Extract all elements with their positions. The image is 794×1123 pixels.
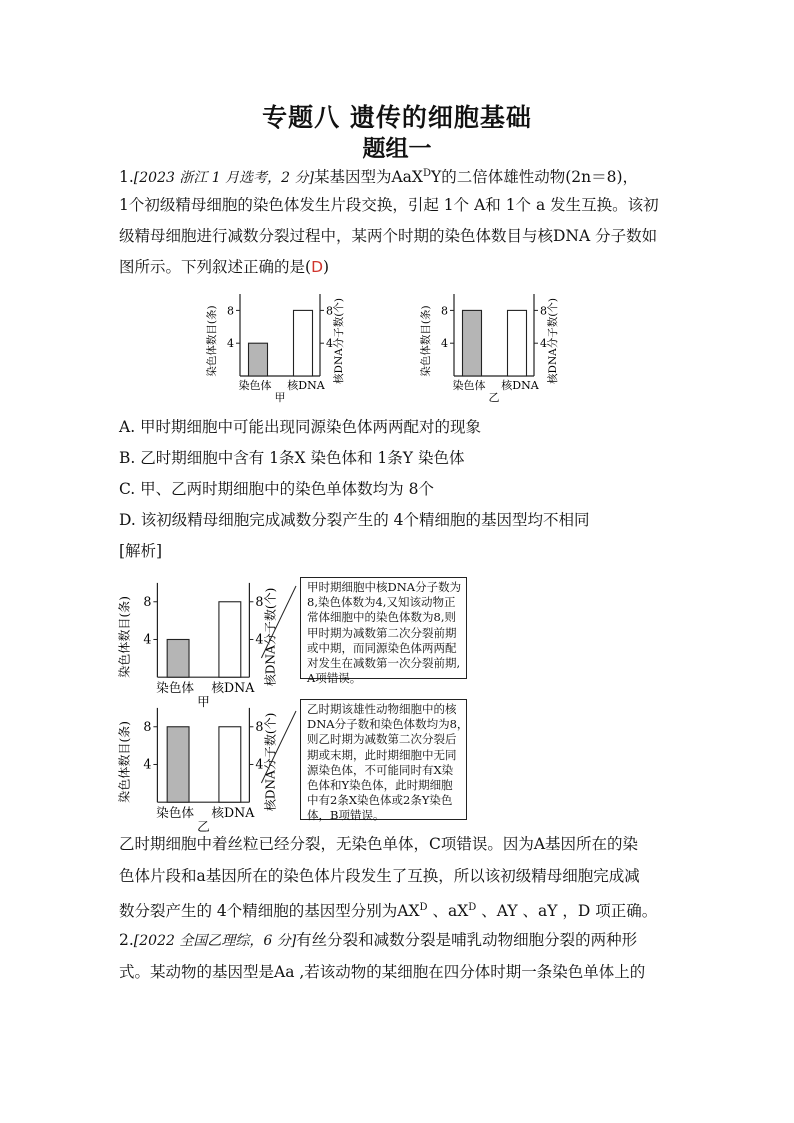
tick-label-left: 8 [441, 304, 448, 318]
tick-label-right: 8 [255, 593, 264, 609]
bar-0 [249, 343, 268, 376]
bar-1 [294, 310, 313, 376]
chart-name: 甲 [274, 391, 286, 404]
chart-name: 乙 [197, 818, 210, 834]
chart-name: 甲 [197, 693, 210, 709]
tick-label-right: 8 [326, 304, 333, 318]
option-c: C. 甲、乙两时期细胞中的染色单体数均为 8个 [119, 480, 434, 498]
ylabel-right: 核DNA分子数(个) [263, 712, 278, 812]
tick-label-right: 8 [540, 304, 547, 318]
tick-label-left: 4 [227, 337, 234, 351]
q1-genotype: AaX$^D$Y [391, 168, 442, 186]
q2-source: [2022 全国乙理综，6 分] [133, 933, 297, 949]
category-label: 核DNA [501, 379, 539, 392]
chart-yi-analysis [116, 701, 296, 834]
tick-label-right: 8 [255, 718, 264, 734]
tick-label-left: 4 [441, 337, 448, 351]
ylabel-left: 染色体数目(条) [420, 305, 432, 377]
category-label: 核DNA [287, 379, 325, 392]
category-label: 染色体 [156, 805, 195, 821]
callout-yi: 乙时期该雄性动物细胞中的核 DNA分子数和染色体数均为8， 则乙时期为减数第二次分裂后 期或末期，此时期细胞中无同 源染色体，不可能同时有X染 色体和Y染色体，此时期细胞 中有2条X染色体或2条Y染色 体，B项错误。 [300, 699, 467, 820]
chart-name: 乙 [488, 391, 500, 404]
chart-jia-analysis [116, 576, 296, 709]
page-title: 专题八 遗传的细胞基础 [262, 103, 532, 132]
category-label: 染色体 [156, 680, 195, 696]
bar-0 [167, 727, 189, 802]
ylabel-right: 核DNA分子数(个) [333, 298, 345, 384]
bar-0 [463, 310, 482, 376]
q2-line-1: 2.[2022 全国乙理综，6 分]有丝分裂和减数分裂是哺乳动物细胞分裂的两种形 [119, 931, 638, 949]
bar-1 [219, 727, 241, 802]
q1-line-3: 级精母细胞进行减数分裂过程中，某两个时期的染色体数目与核DNA 分子数如 [119, 227, 658, 245]
tick-label-right: 4 [540, 337, 547, 351]
option-a: A. 甲时期细胞中可能出现同源染色体两两配对的现象 [119, 418, 482, 436]
bar-0 [167, 639, 189, 677]
analysis-para-3: 数分裂产生的 4个精细胞的基因型分别为$AX^D$ 、$aX^D$ 、AY 、aY ，D 项正确。 [119, 902, 658, 920]
ylabel-left: 染色体数目(条) [117, 596, 132, 678]
option-d: D. 该初级精母细胞完成减数分裂产生的 4个精细胞的基因型均不相同 [119, 511, 590, 529]
ylabel-right: 核DNA分子数(个) [263, 587, 278, 687]
q2-number: 2. [119, 931, 134, 949]
category-label: 核DNA [211, 680, 255, 696]
tick-label-left: 8 [143, 593, 152, 609]
option-b: B. 乙时期细胞中含有 1条X 染色体和 1条Y 染色体 [119, 449, 465, 467]
ylabel-left: 染色体数目(条) [206, 305, 218, 377]
chart-jia-top [204, 288, 354, 404]
tick-label-right: 4 [326, 337, 333, 351]
callout-jia: 甲时期细胞中核DNA分子数为 8,染色体数为4,又知该动物正 常体细胞中的染色体数为8,则 甲时期为减数第二次分裂前期 或中期，而同源染色体两两配 对发生在减数第一次分裂前期, A项错误。 [300, 577, 467, 679]
tick-label-left: 4 [143, 756, 152, 772]
category-label: 染色体 [452, 379, 486, 392]
q1-line-2: 1个初级精母细胞的染色体发生片段交换，引起 1个 A和 1个 a 发生互换。该初 [119, 196, 659, 214]
analysis-para-2: 色体片段和a基因所在的染色体片段发生了互换，所以该初级精母细胞完成减 [119, 867, 640, 885]
tick-label-right: 4 [255, 756, 264, 772]
chart-yi-top [418, 288, 568, 404]
q1-line-1: 1.[2023 浙江 1 月选考，2 分]某基因型为AaX$^D$Y的二倍体雄性动物(2n＝8)， [119, 168, 639, 186]
section-subtitle: 题组一 [362, 136, 432, 162]
analysis-label: [解析] [119, 542, 163, 560]
ylabel-right: 核DNA分子数(个) [547, 298, 559, 384]
bar-1 [508, 310, 527, 376]
q1-number: 1. [119, 168, 134, 186]
tick-label-left: 8 [143, 718, 152, 734]
q1-source: [2023 浙江 1 月选考，2 分] [133, 170, 314, 186]
category-label: 染色体 [238, 379, 272, 392]
q1-answer: D [311, 258, 323, 276]
tick-label-left: 4 [143, 631, 152, 647]
tick-label-left: 8 [227, 304, 234, 318]
category-label: 核DNA [211, 805, 255, 821]
analysis-para-1: 乙时期细胞中着丝粒已经分裂，无染色单体，C项错误。因为A基因所在的染 [119, 835, 639, 853]
tick-label-right: 4 [255, 631, 264, 647]
q1-line-4: 图所示。下列叙述正确的是(D) [119, 258, 330, 276]
q2-line-2: 式。某动物的基因型是Aa ,若该动物的某细胞在四分体时期一条染色单体上的 [119, 963, 646, 981]
ylabel-left: 染色体数目(条) [117, 721, 132, 803]
bar-1 [219, 602, 241, 677]
